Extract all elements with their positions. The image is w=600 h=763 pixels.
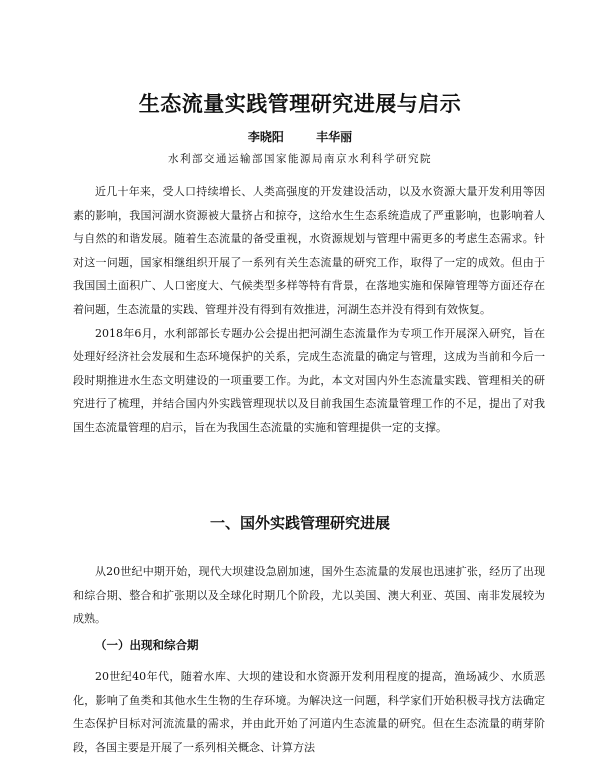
body-paragraph: 2018年6月，水利部部长专题办公会提出把河湖生态流量作为专项工作开展深入研究，旨在处理好经济社会发展和生态环境保护的关系，完成生态流量的确定与管理，这成为当前和今后一段时期推进水生态文明建设的一项重要工作。为此，本文对国内外生态流量实践、管理相关的研究进行了梳理，并结合国内外实践管理现状以及目前我国生态流量管理工作的不足，提出了对我国生态流量管理的启示，旨在为我国生态流量的实施和管理提供一定的支撑。 [73, 326, 545, 434]
body-paragraph: 近几十年来，受人口持续增长、人类高强度的开发建设活动，以及水资源大量开发利用等因素的影响，我国河湖水资源被大量挤占和掠夺，这给水生生态系统造成了严重影响，也影响着人与自然的和谐发展。随着生态流量的备受重视，水资源规划与管理中需更多的考虑生态需求。针对这一问题，国家相继组织开展了一系列有关生态流量的研究工作，取得了一定的成效。但由于我国国土面积广、人口密度大、气候类型多样等特有背景，在落地实施和保障管理等方面还存在着问题，生态流量的实践、管理并没有得到有效推进，河湖生态并没有得到有效恢复。 [73, 185, 545, 316]
author-name: 丰华丽 [316, 130, 353, 144]
section-heading: 一、国外实践管理研究进展 [209, 514, 390, 532]
author-affiliation: 水利部交通运输部国家能源局南京水利科学研究院 [168, 153, 432, 165]
introduction [73, 180, 545, 440]
section-body [73, 560, 545, 631]
subsection-body [73, 665, 545, 759]
author-name: 李晓阳 [247, 130, 284, 144]
paper-title: 生态流量实践管理研究进展与启示 [138, 92, 462, 116]
author-list [0, 128, 600, 145]
body-paragraph: 从20世纪中期开始，现代大坝建设急剧加速，国外生态流量的发展也迅速扩张，经历了出现和综合期、整合和扩张期以及全球化时期几个阶段，尤以美国、澳大利亚、英国、南非发展较为成熟。 [73, 565, 545, 626]
subsection-heading: （一）出现和综合期 [95, 638, 199, 652]
body-paragraph: 20世纪40年代，随着水库、大坝的建设和水资源开发利用程度的提高，渔场减少、水质恶化，影响了鱼类和其他水生生物的生存环境。为解决这一问题，科学家们开始积极寻找方法确定生态保护目标对河流流量的需求，并由此开始了河道内生态流量的研究。但在生态流量的萌芽阶段，各国主要是开展了一系列相关概念、计算方法 [73, 670, 545, 754]
